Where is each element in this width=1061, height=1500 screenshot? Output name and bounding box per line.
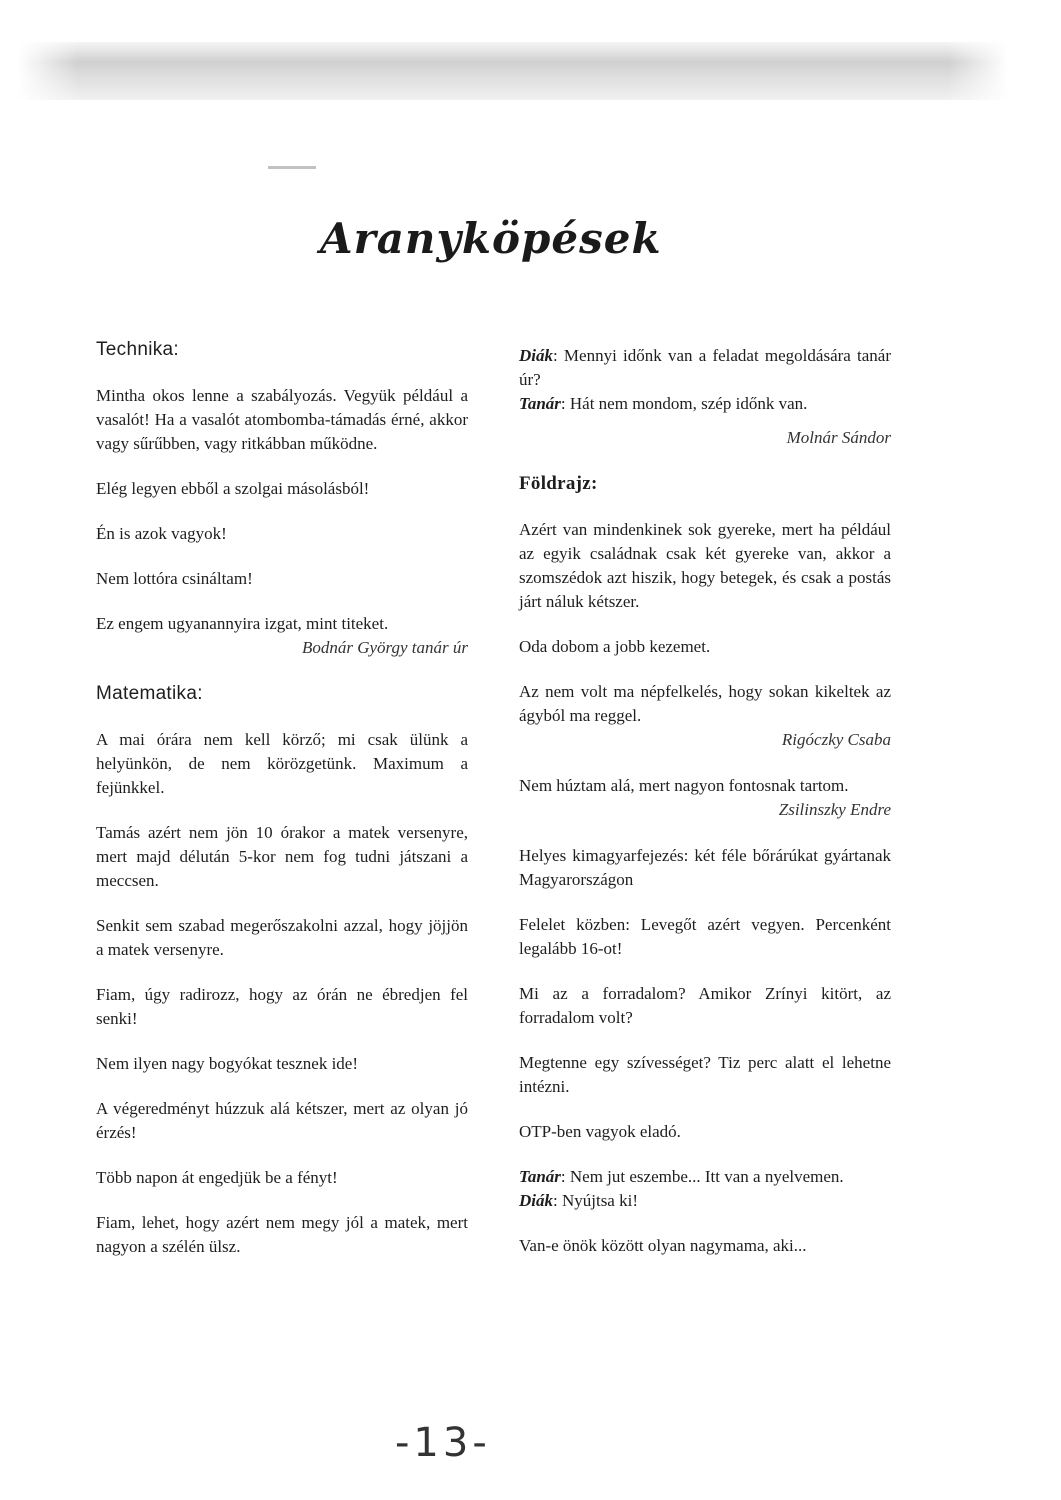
quote: Nem ilyen nagy bogyókat tesznek ide! bbox=[96, 1054, 359, 1073]
dialog-text: : Nyújtsa ki! bbox=[553, 1191, 638, 1210]
quote: Több napon át engedjük be a fényt! bbox=[96, 1168, 338, 1187]
quote: Megtenne egy szívességet? Tiz perc alatt el lehetne intézni. bbox=[519, 1053, 891, 1096]
quote: Azért van mindenkinek sok gyereke, mert ha például az egyik családnak csak két gyereke van, akkor a szomszédok azt hiszik, hogy betegek, és csak a postás járt náluk kétszer. bbox=[519, 520, 891, 611]
page-title: Aranyköpések bbox=[320, 214, 662, 263]
speaker: Tanár bbox=[519, 1167, 561, 1186]
right-column bbox=[519, 344, 891, 1279]
quote-author: Molnár Sándor bbox=[786, 428, 891, 447]
dialog-line bbox=[519, 1189, 891, 1213]
quote: Nem húztam alá, mert nagyon fontosnak tartom. bbox=[519, 776, 849, 795]
dialog-line bbox=[519, 1165, 891, 1189]
quote: Ez engem ugyanannyira izgat, mint titeket. bbox=[96, 614, 389, 633]
quote: Mintha okos lenne a szabályozás. Vegyük például a vasalót! Ha a vasalót atombomba-támadás érné, akkor vagy sűrűbben, vagy ritkábban működne. bbox=[96, 386, 468, 453]
speaker: Tanár bbox=[519, 394, 561, 413]
quote: Helyes kimagyarfejezés: két féle bőrárúkat gyártanak Magyarországon bbox=[519, 846, 891, 889]
dialog-line bbox=[519, 392, 891, 416]
quote-author: Bodnár György tanár úr bbox=[301, 638, 468, 657]
quote: A mai órára nem kell körző; mi csak ülünk a helyünkön, de nem körözgetünk. Maximum a fejünkkel. bbox=[96, 730, 468, 797]
quote: A végeredményt húzzuk alá kétszer, mert az olyan jó érzés! bbox=[96, 1099, 468, 1142]
section-heading-foldrajz: Földrajz: bbox=[519, 473, 598, 494]
quote: Mi az a forradalom? Amikor Zrínyi kitört, az forradalom volt? bbox=[519, 984, 891, 1027]
quote: Elég legyen ebből a szolgai másolásból! bbox=[96, 479, 370, 498]
quote-author: Rigóczky Csaba bbox=[781, 730, 891, 749]
quote: Fiam, úgy radirozz, hogy az órán ne ébredjen fel senki! bbox=[96, 985, 468, 1028]
quote-author: Zsilinszky Endre bbox=[778, 800, 891, 819]
dialog-text: : Mennyi időnk van a feladat megoldására tanár úr? bbox=[519, 346, 891, 389]
quote: Senkit sem szabad megerőszakolni azzal, hogy jöjjön a matek versenyre. bbox=[96, 916, 468, 959]
section-heading-technika: Technika: bbox=[96, 339, 179, 360]
section-heading-matematika: Matematika: bbox=[96, 683, 203, 704]
left-column bbox=[96, 338, 468, 1280]
page-number: -13- bbox=[395, 1420, 491, 1466]
speaker: Diák bbox=[519, 1191, 553, 1210]
quote: Van-e önök között olyan nagymama, aki... bbox=[519, 1236, 807, 1255]
quote: OTP-ben vagyok eladó. bbox=[519, 1122, 681, 1141]
speaker: Diák bbox=[519, 346, 553, 365]
scan-speck bbox=[268, 166, 316, 169]
dialog-line bbox=[519, 344, 891, 392]
quote: Felelet közben: Levegőt azért vegyen. Percenként legalább 16-ot! bbox=[519, 915, 891, 958]
quote: Az nem volt ma népfelkelés, hogy sokan kikeltek az ágyból ma reggel. bbox=[519, 682, 891, 725]
dialog-text: : Nem jut eszembe... Itt van a nyelvemen. bbox=[560, 1167, 844, 1186]
dialog-text: : Hát nem mondom, szép időnk van. bbox=[560, 394, 808, 413]
quote: Oda dobom a jobb kezemet. bbox=[519, 637, 711, 656]
quote: Tamás azért nem jön 10 órakor a matek versenyre, mert majd délután 5-kor nem fog tudni játszani a meccsen. bbox=[96, 823, 468, 890]
quote: Én is azok vagyok! bbox=[96, 524, 227, 543]
quote: Nem lottóra csináltam! bbox=[96, 569, 253, 588]
quote: Fiam, lehet, hogy azért nem megy jól a matek, mert nagyon a szélén ülsz. bbox=[96, 1213, 468, 1256]
scan-artifact-bar bbox=[18, 42, 1008, 100]
